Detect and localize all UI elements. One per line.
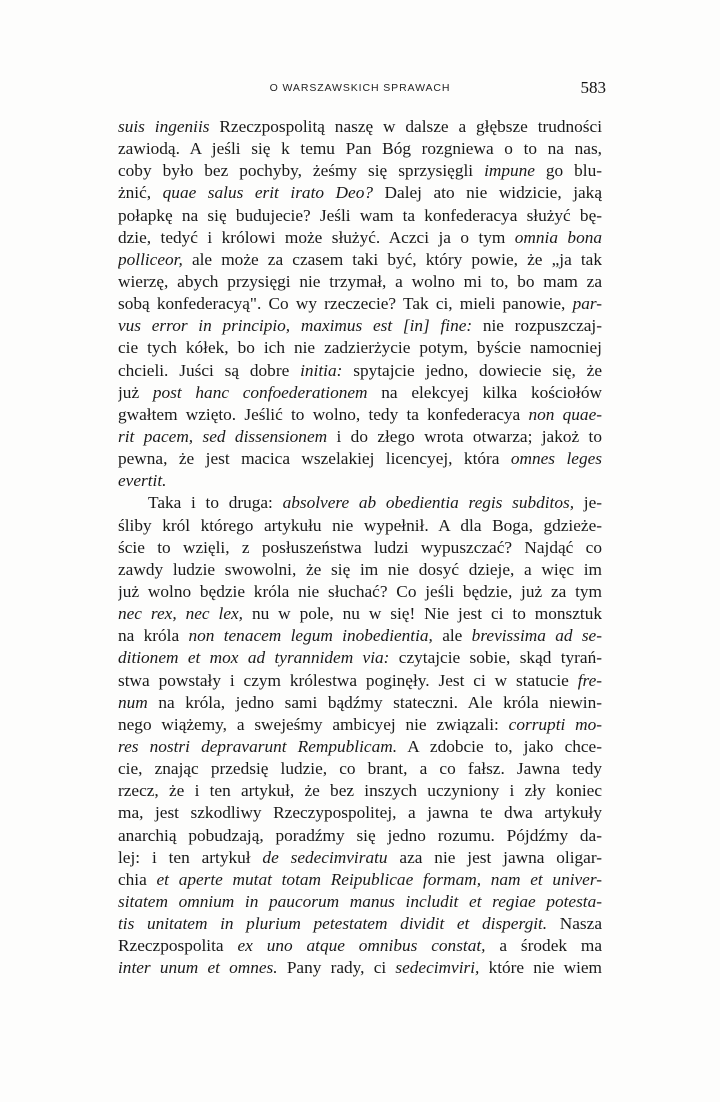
text-line [118, 957, 602, 979]
text-line [118, 780, 602, 802]
italic-latin-phrase: non quae- [528, 404, 602, 424]
text-line [118, 603, 602, 625]
text-line [118, 315, 602, 337]
running-title: O WARSZAWSKICH SPRAWACH [269, 82, 451, 94]
text-line [118, 758, 602, 780]
text-line [118, 337, 602, 359]
text-segment: Taka i to druga: [148, 493, 283, 513]
italic-latin-phrase: evertit. [118, 471, 167, 491]
text-line [118, 205, 602, 227]
text-segment: sobą konfederacyą". Co wy rzeczecie? Tak ci, mieli panowie, [118, 294, 573, 314]
text-segment: go blu- [534, 161, 602, 181]
text-line [118, 404, 602, 426]
text-line [118, 515, 602, 537]
text-segment: Dalej ato nie widzicie, jaką [373, 183, 602, 203]
text-line [118, 559, 602, 581]
text-segment: anarchią pobudzają, poradźmy się jedno rozumu. Pójdźmy da- [118, 825, 602, 845]
text-line [118, 935, 602, 957]
text-segment: chia [118, 869, 157, 889]
text-segment: nu w pole, nu w się! Nie jest ci to monsztuk [243, 604, 602, 624]
italic-latin-phrase: absolvere ab obedientia regis subditos, [282, 493, 575, 513]
text-segment: rzecz, że i ten artykuł, że bez inszych uczyniony i zły koniec [118, 781, 602, 801]
italic-latin-phrase: de sedecimviratu [262, 847, 388, 867]
text-segment: cie, znając przedsię ludzie, co brant, a co fałsz. Jawna tedy [118, 759, 602, 779]
text-segment: je- [574, 493, 602, 513]
text-segment: już [118, 382, 153, 402]
text-segment: a środek ma [485, 936, 602, 956]
italic-latin-phrase: post hanc confoederationem [152, 382, 368, 402]
text-line [118, 625, 602, 647]
page-number: 583 [580, 78, 606, 97]
italic-latin-phrase: par- [572, 294, 602, 314]
italic-latin-phrase: vus error in principio, maximus est [in] fine: [118, 316, 473, 336]
italic-latin-phrase: quae salus erit irato Deo? [162, 183, 373, 203]
italic-latin-phrase: rit pacem, sed dissensionem [118, 426, 328, 446]
text-segment: A zdobcie to, jako chce- [397, 736, 602, 756]
text-segment: żnić, [118, 183, 163, 203]
text-line [118, 802, 602, 824]
text-line [118, 182, 602, 204]
text-segment: wierzę, abych przysięgi nie trzymał, a wolno mi to, bo mam za [118, 271, 602, 291]
text-line [118, 891, 602, 913]
italic-latin-phrase: sedecimviri, [395, 958, 480, 978]
italic-latin-phrase: nec rex, nec lex, [118, 604, 243, 624]
text-line [118, 581, 602, 603]
text-line [118, 448, 602, 470]
text-segment: ale może za czasem taki być, który powie, że „ja tak [182, 249, 602, 269]
italic-latin-phrase: tis unitatem in plurium petestatem dividit et dispergit. [118, 914, 548, 934]
text-line [118, 426, 602, 448]
italic-latin-phrase: et aperte mutat totam Reipublicae formam, nam et univer- [156, 869, 602, 889]
text-line [118, 670, 602, 692]
text-segment: na elekcyej kilka kościołów [367, 382, 602, 402]
text-line [118, 138, 602, 160]
text-segment: Pany rady, ci [277, 958, 396, 978]
italic-latin-phrase: res nostri depravarunt Rempublicam. [118, 736, 398, 756]
text-segment: już wolno będzie króla nie słuchać? Co jeśli będzie, już za tym [118, 581, 602, 601]
text-segment: zawiodą. A jeśli się k temu Pan Bóg rozgniewa o to na nas, [118, 139, 602, 159]
text-segment: lej: i ten artykuł [118, 847, 263, 867]
text-segment: ście to wzięli, z posłuszeństwa ludzi wypuszczać? Najdąć co [118, 537, 602, 557]
text-segment: pewna, że jest macica wszelakiej licencyej, która [118, 449, 511, 469]
text-segment: śliby król którego artykułu nie wypełnił. A dla Boga, gdzieże- [118, 515, 602, 535]
text-segment: cie tych kółek, bo ich nie zadzierżycie potym, byście namocniej [118, 338, 602, 358]
text-line [118, 116, 602, 138]
text-segment: na króla, jedno sami bądźmy stateczni. Ale króla niewin- [147, 692, 602, 712]
text-line [118, 360, 602, 382]
italic-latin-phrase: initia: [300, 360, 343, 380]
italic-latin-phrase: corrupti mo- [508, 714, 602, 734]
text-segment: i do złego wrota otwarza; jakoż to [327, 426, 602, 446]
text-line [118, 470, 602, 492]
text-line [118, 692, 602, 714]
italic-latin-phrase: sitatem omnium in paucorum manus includit et regiae potesta- [118, 891, 602, 911]
text-segment: czytajcie sobie, skąd tyrań- [389, 648, 602, 668]
text-segment: Nasza [547, 914, 602, 934]
text-segment: dzie, tedyć i królowi może służyć. Aczci ja o tym [118, 227, 515, 247]
text-segment: nego wiążemy, a swejeśmy ambicyej nie związali: [118, 714, 509, 734]
italic-latin-phrase: ditionem et mox ad tyrannidem via: [118, 648, 390, 668]
text-line [118, 825, 602, 847]
text-segment: zawdy ludzie swowolni, że się im nie dosyć dzieje, a więc im [118, 559, 602, 579]
text-segment: spytajcie jedno, dowiecie się, że [342, 360, 602, 380]
text-segment: połapkę na się budujecie? Jeśli wam ta konfederacya służyć bę- [118, 205, 602, 225]
italic-latin-phrase: ex uno atque omnibus constat, [237, 936, 486, 956]
body-text [118, 116, 602, 979]
text-line [118, 736, 602, 758]
italic-latin-phrase: omnes leges [510, 449, 602, 469]
text-segment: stwa powstały i czym królestwa poginęły. Jest ci w statucie [118, 670, 578, 690]
text-line [118, 913, 602, 935]
italic-latin-phrase: omnia bona [514, 227, 602, 247]
text-segment: ma, jest szkodliwy Rzeczypospolitej, a jawna te dwa artykuły [118, 803, 602, 823]
text-line [118, 537, 602, 559]
text-line [118, 492, 602, 514]
text-segment: które nie wiem [479, 958, 602, 978]
text-segment: coby było bez pochyby, żeśmy się sprzysięgli [118, 161, 485, 181]
italic-latin-phrase: brevissima ad se- [471, 626, 602, 646]
running-header [118, 78, 606, 98]
text-line [118, 382, 602, 404]
text-line [118, 647, 602, 669]
text-segment: chcieli. Juści są dobre [118, 360, 301, 380]
text-segment: nie rozpuszczaj- [472, 316, 602, 336]
text-line [118, 227, 602, 249]
text-line [118, 160, 602, 182]
text-segment: Rzeczpospolita [118, 936, 238, 956]
text-line [118, 847, 602, 869]
text-segment: na króla [118, 626, 189, 646]
text-line [118, 249, 602, 271]
text-line [118, 293, 602, 315]
text-line [118, 869, 602, 891]
text-segment: aza nie jest jawna oligar- [387, 847, 602, 867]
italic-latin-phrase: suis ingeniis [118, 117, 210, 136]
text-segment: ale [432, 626, 472, 646]
text-line [118, 714, 602, 736]
italic-latin-phrase: inter unum et omnes. [118, 958, 278, 978]
italic-latin-phrase: num [118, 692, 148, 712]
text-segment: Rzeczpospolitą naszę w dalsze a głębsze trudności [209, 117, 602, 136]
italic-latin-phrase: non tenacem legum inobedientia, [188, 626, 433, 646]
italic-latin-phrase: impune [484, 161, 535, 181]
text-segment: gwałtem wzięto. Jeślić to wolno, tedy ta konfederacya [118, 404, 529, 424]
text-line [118, 271, 602, 293]
italic-latin-phrase: fre- [577, 670, 602, 690]
italic-latin-phrase: polliceor, [118, 249, 183, 269]
